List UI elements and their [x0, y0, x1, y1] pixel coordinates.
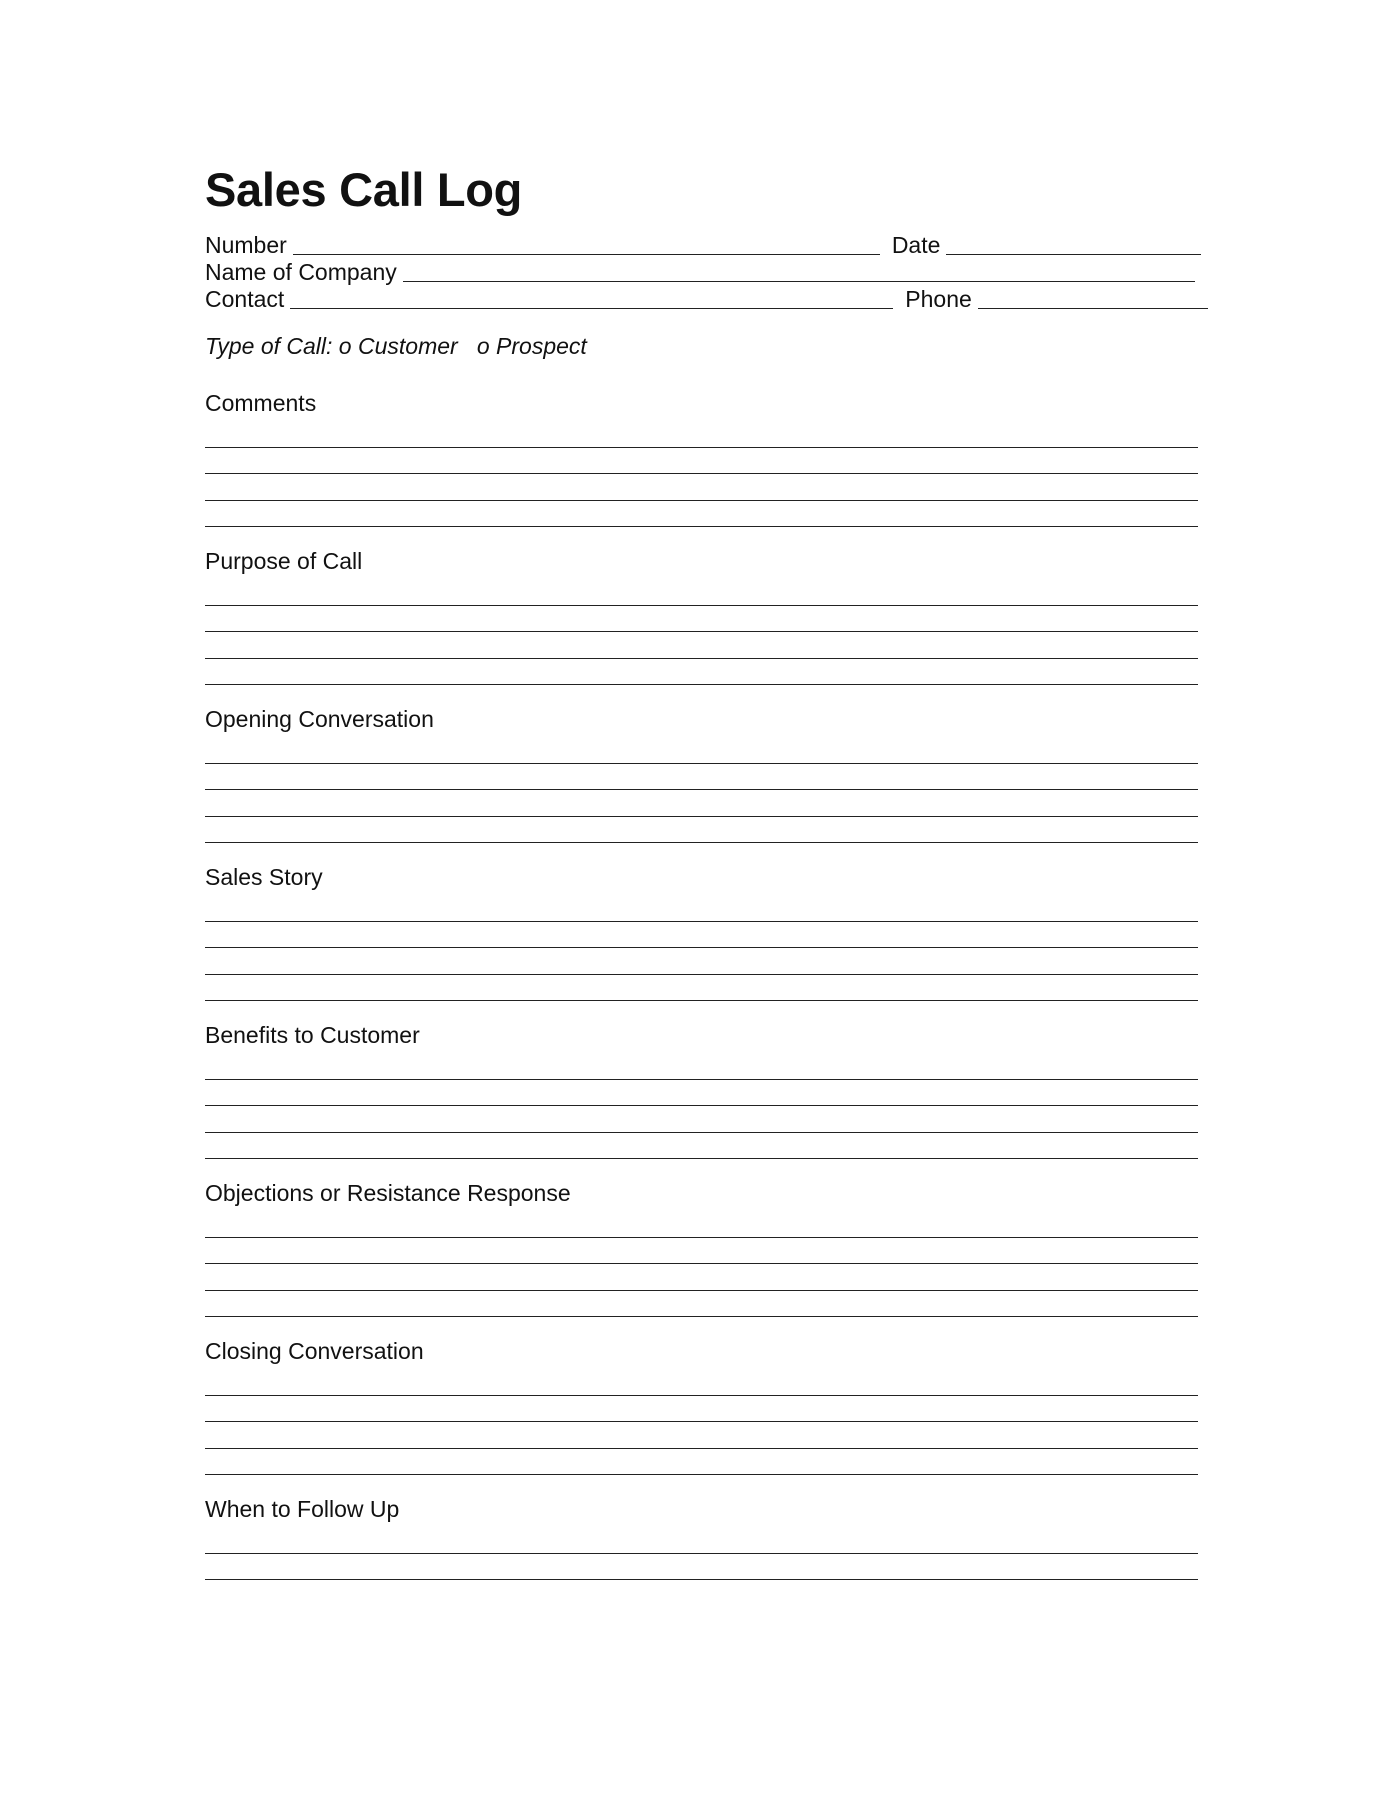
write-line[interactable]	[205, 1133, 1198, 1160]
write-line[interactable]	[205, 448, 1198, 475]
page-title: Sales Call Log	[205, 163, 523, 216]
write-line[interactable]	[205, 1291, 1198, 1318]
phone-label: Phone	[905, 286, 972, 312]
section-label: Sales Story	[205, 864, 323, 890]
section-benefits-to-customer	[205, 1021, 1198, 1159]
write-line[interactable]	[205, 1080, 1198, 1107]
section-label: Purpose of Call	[205, 548, 363, 574]
write-line[interactable]	[205, 737, 1198, 764]
section-label: Benefits to Customer	[205, 1022, 420, 1048]
section-label: Opening Conversation	[205, 706, 434, 732]
section-opening-conversation	[205, 705, 1198, 843]
company-row	[205, 257, 1195, 285]
date-field[interactable]	[946, 232, 1201, 255]
write-line[interactable]	[205, 1369, 1198, 1396]
write-line[interactable]	[205, 764, 1198, 791]
write-line[interactable]	[205, 501, 1198, 528]
section-comments	[205, 389, 1198, 527]
writing-lines	[205, 1211, 1198, 1317]
contact-phone-row	[205, 284, 1195, 312]
prospect-checkbox[interactable]: o	[476, 333, 490, 359]
write-line[interactable]	[205, 975, 1198, 1002]
section-sales-story	[205, 863, 1198, 1001]
phone-field[interactable]	[978, 286, 1208, 309]
call-type-row	[205, 332, 587, 360]
write-line[interactable]	[205, 790, 1198, 817]
section-objections-or-resistance-response	[205, 1179, 1198, 1317]
customer-option-label: Customer	[357, 333, 458, 359]
section-label: Closing Conversation	[205, 1338, 424, 1364]
number-label: Number	[205, 232, 287, 258]
write-line[interactable]	[205, 632, 1198, 659]
section-label: Objections or Resistance Response	[205, 1180, 571, 1206]
writing-lines	[205, 421, 1198, 527]
number-field[interactable]	[293, 232, 880, 255]
write-line[interactable]	[205, 1238, 1198, 1265]
customer-checkbox[interactable]: o	[338, 333, 352, 359]
write-line[interactable]	[205, 606, 1198, 633]
writing-lines	[205, 1369, 1198, 1475]
write-line[interactable]	[205, 1422, 1198, 1449]
section-label: When to Follow Up	[205, 1496, 400, 1522]
write-line[interactable]	[205, 1053, 1198, 1080]
write-line[interactable]	[205, 1527, 1198, 1554]
company-label: Name of Company	[205, 259, 397, 285]
write-line[interactable]	[205, 817, 1198, 844]
write-line[interactable]	[205, 895, 1198, 922]
write-line[interactable]	[205, 948, 1198, 975]
section-label: Comments	[205, 390, 317, 416]
write-line[interactable]	[205, 1106, 1198, 1133]
write-line[interactable]	[205, 1554, 1198, 1581]
call-type-label: Type of Call:	[205, 333, 333, 359]
write-line[interactable]	[205, 1264, 1198, 1291]
write-line[interactable]	[205, 579, 1198, 606]
section-purpose-of-call	[205, 547, 1198, 685]
write-line[interactable]	[205, 922, 1198, 949]
section-closing-conversation	[205, 1337, 1198, 1475]
write-line[interactable]	[205, 474, 1198, 501]
writing-lines	[205, 1053, 1198, 1159]
number-date-row	[205, 230, 1195, 258]
prospect-option-label: Prospect	[496, 333, 587, 359]
write-line[interactable]	[205, 421, 1198, 448]
writing-lines	[205, 895, 1198, 1001]
write-line[interactable]	[205, 1396, 1198, 1423]
contact-label: Contact	[205, 286, 285, 312]
write-line[interactable]	[205, 1211, 1198, 1238]
writing-lines	[205, 737, 1198, 843]
write-line[interactable]	[205, 1449, 1198, 1476]
company-field[interactable]	[403, 259, 1195, 282]
section-when-to-follow-up	[205, 1495, 1198, 1580]
writing-lines	[205, 579, 1198, 685]
contact-field[interactable]	[290, 286, 893, 309]
writing-lines	[205, 1527, 1198, 1580]
date-label: Date	[891, 232, 941, 258]
write-line[interactable]	[205, 659, 1198, 686]
